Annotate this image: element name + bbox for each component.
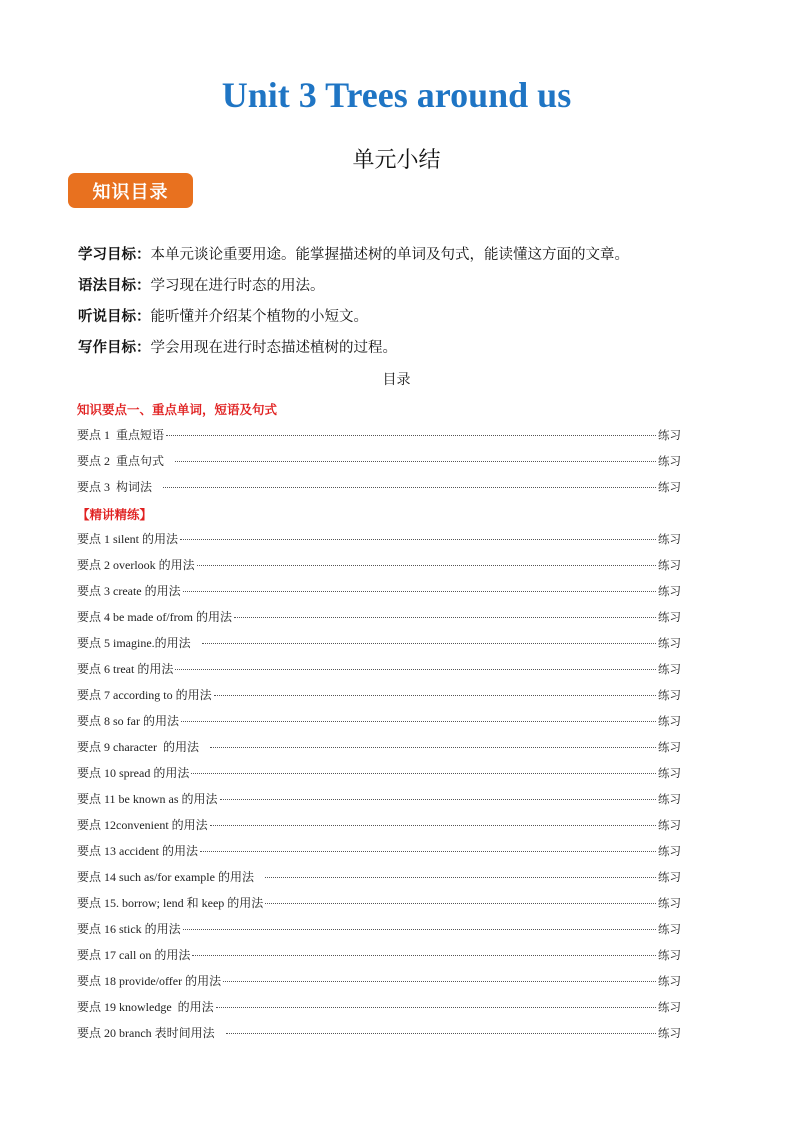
toc-entry-page: 练习 — [658, 1026, 681, 1040]
toc-entry[interactable] — [77, 448, 681, 474]
toc-entry-page: 练习 — [658, 584, 681, 598]
toc-title: 目录 — [382, 372, 411, 388]
toc-entry[interactable] — [77, 656, 681, 682]
toc-entry-page: 练习 — [658, 818, 681, 832]
toc-leader-dots — [175, 461, 656, 462]
goal-text: 学习现在进行时态的用法。 — [150, 278, 325, 294]
toc-entry-page: 练习 — [658, 662, 681, 676]
toc-entry[interactable] — [77, 812, 681, 838]
toc-entry[interactable] — [77, 552, 681, 578]
toc-entry-page: 练习 — [658, 558, 681, 572]
goal-text: 本单元谈论重要用途。能掌握描述树的单词及句式，能读懂这方面的文章。 — [150, 247, 629, 263]
goal-label: 写作目标： — [78, 340, 151, 356]
toc-leader-dots — [181, 721, 656, 722]
toc-leader-dots — [197, 565, 656, 566]
toc-entry[interactable] — [77, 916, 681, 942]
toc-leader-dots — [183, 591, 656, 592]
toc-entry[interactable] — [77, 994, 681, 1020]
toc-leader-dots — [163, 487, 656, 488]
toc-entry-label: 要点 11 be known as 的用法 — [77, 792, 218, 806]
goal-writing — [78, 336, 718, 367]
toc-entry[interactable] — [77, 1020, 681, 1046]
goal-study — [78, 243, 718, 274]
toc-entry[interactable] — [77, 604, 681, 630]
toc-entry-page: 练习 — [658, 636, 681, 650]
toc-entry-page: 练习 — [658, 610, 681, 624]
toc-entry-page: 练习 — [658, 870, 681, 884]
goal-label: 学习目标： — [78, 247, 151, 263]
toc-leader-dots — [183, 929, 656, 930]
toc-entry-page: 练习 — [658, 922, 681, 936]
toc-leader-dots — [234, 617, 656, 618]
toc-entry[interactable] — [77, 526, 681, 552]
toc-entry-page: 练习 — [658, 532, 681, 546]
toc-entry-label: 要点 1 silent 的用法 — [77, 532, 178, 546]
toc-entry[interactable] — [77, 838, 681, 864]
toc-entry-label: 要点 15. borrow; lend 和 keep 的用法 — [77, 896, 264, 910]
toc-entry-page: 练习 — [658, 1000, 681, 1014]
toc-entry-page: 练习 — [658, 428, 681, 442]
toc-entry-label: 要点 1 重点短语 — [77, 428, 165, 442]
toc-entry-label: 要点 10 spread 的用法 — [77, 766, 190, 780]
toc-entry-label: 要点 14 such as/for example 的用法 — [77, 870, 263, 884]
section-badge: 知识目录 — [68, 173, 193, 208]
toc-entry-label: 要点 9 character 的用法 — [77, 740, 208, 754]
toc-leader-dots — [200, 851, 656, 852]
toc-entry-page: 练习 — [658, 948, 681, 962]
toc-entry-page: 练习 — [658, 766, 681, 780]
toc-entry-label: 要点 19 knowledge 的用法 — [77, 1000, 214, 1014]
goal-text: 学会用现在进行时态描述植树的过程。 — [150, 340, 397, 356]
document-subtitle: 单元小结 — [352, 148, 441, 173]
toc-leader-dots — [210, 825, 656, 826]
toc-entry-label: 要点 2 overlook 的用法 — [77, 558, 195, 572]
toc-entry[interactable] — [77, 682, 681, 708]
toc-entry-page: 练习 — [658, 454, 681, 468]
toc-entry-label: 要点 5 imagine.的用法 — [77, 636, 200, 650]
toc-leader-dots — [265, 877, 656, 878]
toc-entry[interactable] — [77, 968, 681, 994]
toc-leader-dots — [216, 1007, 656, 1008]
toc-entry-page: 练习 — [658, 480, 681, 494]
toc-entry[interactable] — [77, 942, 681, 968]
toc-entry-label: 要点 17 call on 的用法 — [77, 948, 191, 962]
toc-entry-label: 要点 7 according to 的用法 — [77, 688, 212, 702]
toc-entry[interactable] — [77, 630, 681, 656]
toc-leader-dots — [265, 903, 656, 904]
toc-entry-label: 要点 3 create 的用法 — [77, 584, 181, 598]
toc-leader-dots — [223, 981, 656, 982]
toc-leader-dots — [191, 773, 656, 774]
toc-entry-page: 练习 — [658, 896, 681, 910]
toc-entry-page: 练习 — [658, 688, 681, 702]
goal-label: 语法目标： — [78, 278, 151, 294]
toc-entry[interactable] — [77, 474, 681, 500]
toc-leader-dots — [220, 799, 656, 800]
toc-section2-list — [77, 526, 681, 1046]
document-title: Unit 3 Trees around us — [221, 75, 572, 115]
toc-entry-label: 要点 12convenient 的用法 — [77, 818, 208, 832]
toc-entry-label: 要点 16 stick 的用法 — [77, 922, 181, 936]
toc-leader-dots — [210, 747, 656, 748]
toc-entry-label: 要点 13 accident 的用法 — [77, 844, 198, 858]
toc-entry[interactable] — [77, 864, 681, 890]
toc-entry-page: 练习 — [658, 844, 681, 858]
toc-entry-label: 要点 2 重点句式 — [77, 454, 174, 468]
toc-entry[interactable] — [77, 734, 681, 760]
toc-entry-page: 练习 — [658, 974, 681, 988]
goal-label: 听说目标： — [78, 309, 151, 325]
toc-leader-dots — [192, 955, 656, 956]
toc-leader-dots — [214, 695, 656, 696]
toc-entry[interactable] — [77, 786, 681, 812]
toc-entry-label: 要点 8 so far 的用法 — [77, 714, 179, 728]
toc-entry-label: 要点 3 构词法 — [77, 480, 162, 494]
toc-section-heading: 知识要点一、重点单词，短语及句式 — [77, 402, 278, 417]
goal-grammar — [78, 274, 718, 305]
toc-entry[interactable] — [77, 422, 681, 448]
toc-entry-label: 要点 4 be made of/from 的用法 — [77, 610, 232, 624]
toc-leader-dots — [202, 643, 656, 644]
toc-entry-label: 要点 18 provide/offer 的用法 — [77, 974, 222, 988]
toc-leader-dots — [175, 669, 656, 670]
toc-entry-page: 练习 — [658, 714, 681, 728]
toc-entry-label: 要点 20 branch 表时间用法 — [77, 1026, 224, 1040]
learning-goals — [78, 243, 718, 367]
toc-leader-dots — [180, 539, 656, 540]
toc-section-heading: 【精讲精练】 — [77, 507, 153, 522]
toc-entry[interactable] — [77, 890, 681, 916]
toc-leader-dots — [166, 435, 656, 436]
toc-entry-label: 要点 6 treat 的用法 — [77, 662, 174, 676]
toc-entry-page: 练习 — [658, 792, 681, 806]
toc-leader-dots — [226, 1033, 656, 1034]
toc-entry[interactable] — [77, 578, 681, 604]
toc-entry[interactable] — [77, 760, 681, 786]
toc-section1-list — [77, 422, 681, 500]
toc-entry-page: 练习 — [658, 740, 681, 754]
goal-text: 能听懂并介绍某个植物的小短文。 — [150, 309, 368, 325]
goal-listening — [78, 305, 718, 336]
toc-entry[interactable] — [77, 708, 681, 734]
